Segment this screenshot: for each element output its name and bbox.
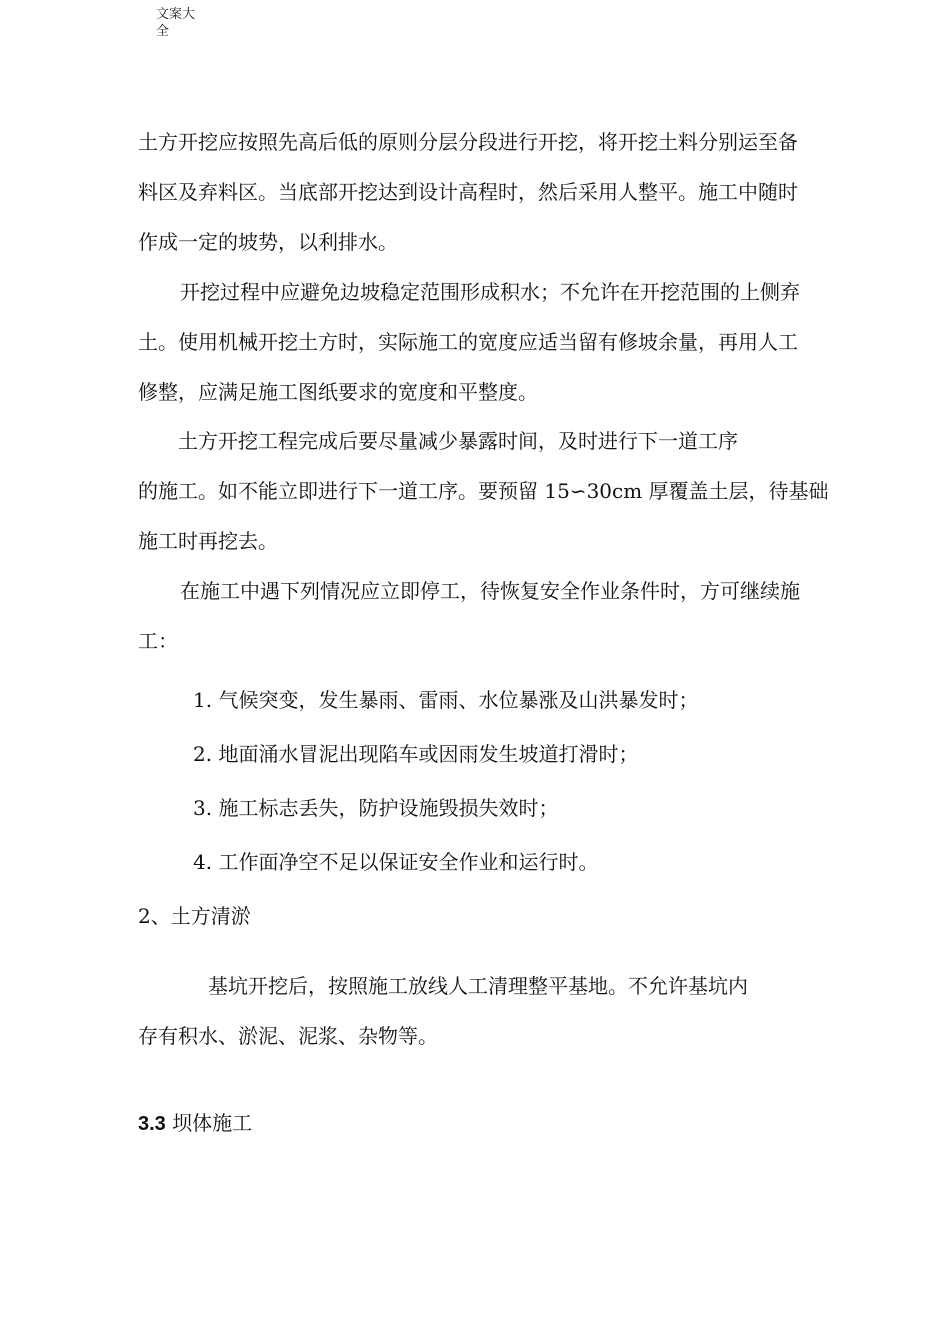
section-number: 3.3 [138, 1113, 166, 1135]
list-item-3: 3. 施工标志丢失，防护设施毁损失效时； [193, 796, 559, 820]
paragraph-2-line-2: 土。使用机械开挖土方时，实际施工的宽度应适当留有修坡余量，再用人工 [138, 330, 798, 354]
header-mark: 文案大全 [156, 7, 196, 39]
paragraph-1-line-3: 作成一定的坡势，以利排水。 [138, 230, 398, 254]
paragraph-2-line-1: 开挖过程中应避免边坡稳定范围形成积水；不允许在开挖范围的上侧弃 [180, 280, 800, 304]
list-item-2: 2. 地面涌水冒泥出现陷车或因雨发生坡道打滑时； [193, 742, 639, 766]
list-item-4: 4. 工作面净空不足以保证安全作业和运行时。 [193, 850, 599, 874]
section-2-line-2: 存有积水、淤泥、泥浆、杂物等。 [138, 1024, 438, 1048]
paragraph-4-line-1: 在施工中遇下列情况应立即停工，待恢复安全作业条件时，方可继续施 [180, 579, 800, 603]
section-2-line-1: 基坑开挖后，按照施工放线人工清理整平基地。不允许基坑内 [208, 974, 748, 998]
paragraph-1-line-2: 料区及弃料区。当底部开挖达到设计高程时，然后采用人整平。施工中随时 [138, 180, 798, 204]
paragraph-3-line-1: 土方开挖工程完成后要尽量减少暴露时间，及时进行下一道工序 [178, 429, 738, 453]
section-2-title: 2、土方清淤 [138, 904, 251, 928]
list-item-1: 1. 气候突变，发生暴雨、雷雨、水位暴涨及山洪暴发时； [193, 688, 699, 712]
section-title: 坝体施工 [172, 1111, 253, 1135]
paragraph-4-line-2: 工： [138, 629, 178, 653]
paragraph-3-line-2: 的施工。如不能立即进行下一道工序。要预留 15∽30cm 厚覆盖土层，待基础 [138, 479, 829, 503]
paragraph-3-line-3: 施工时再挖去。 [138, 529, 278, 553]
section-3-3-heading [138, 1107, 252, 1136]
paragraph-1-line-1: 土方开挖应按照先高后低的原则分层分段进行开挖，将开挖土料分别运至备 [138, 130, 798, 154]
paragraph-2-line-3: 修整，应满足施工图纸要求的宽度和平整度。 [138, 380, 538, 404]
